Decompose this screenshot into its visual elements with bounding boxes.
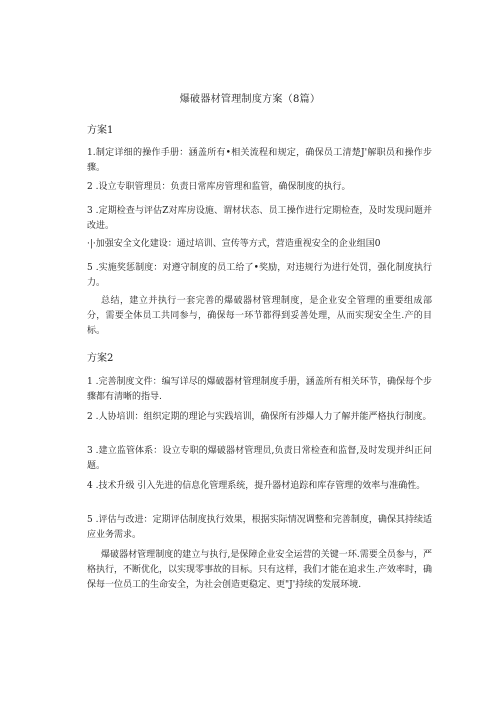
section2-paragraph-5: 5 .评估与改进：定期评估制度执行效果，根据实际情况调整和完善制度，确保其持续适应业务需求。 — [87, 515, 432, 540]
section-heading-2: 方案2 — [87, 353, 114, 364]
section-heading-1: 方案1 — [87, 125, 114, 136]
section2-paragraph-1: 1 .完善制度文件：编写详尽的爆破器材管理制度手册，涵盖所有相关环节，确保每个步骤都有清晰的指导. — [87, 377, 432, 402]
section1-paragraph-4: ·|·加强安全文化建设：通过培训、宣传等方式，营造重视安全的企业组国0 — [87, 239, 381, 249]
section2-summary: 爆破器材管理制度的建立与执行,是保障企业安全运营的关键一环.需要全员参与，严格执行，不断优化，以实现零事故的目标。只有这样，我们才能在追求生.产效率时，确保每一位员工的生命安全，为社会创造更稳定、更"J'持续的发展环境. — [87, 550, 432, 590]
section1-paragraph-1: 1.制定详细的操作手册：涵盖所有•相关流程和规定，确保员工清楚J'解职员和操作步骤。 — [87, 148, 432, 173]
section2-paragraph-2: 2 .人协培训：组织定期的理论与实践培训，确保所有涉爆人力了解并能严格执行制度。 — [87, 412, 432, 422]
section2-paragraph-3: 3 .建立监管体系：设立专职的爆破器材管理员,负责日常检查和监督,及时发现并纠正问题。 — [87, 446, 432, 471]
section1-paragraph-2: 2 .设立专职管理员：负责日常库房管理和监管，确保制度的执行。 — [87, 182, 351, 192]
section2-paragraph-4: 4 .技术升级 引入先进的信息化管理系统，提升器材追踪和库存管理的效率与准确性。 — [87, 481, 426, 491]
section1-paragraph-3: 3 .定期检查与评估Z对库房设施、谓材状态、员工操作进行定期检查，及时发现问题并改进。 — [87, 206, 432, 231]
section1-summary: 总结，建立并执行一套完善的爆破器材管理制度，是企业安全管理的重要组成部分，需要全体员工共同参与，确保每一环节都得到妥善处理，从而实现安全生.产的目标。 — [87, 296, 432, 336]
section1-paragraph-5: 5 .实施奖惩制度：对遵守制度的员工给了•奖励，对违规行为进行处罚，强化制度执行力。 — [87, 263, 432, 288]
document-title: 爆破器材管理制度方案（8篇） — [179, 94, 321, 105]
